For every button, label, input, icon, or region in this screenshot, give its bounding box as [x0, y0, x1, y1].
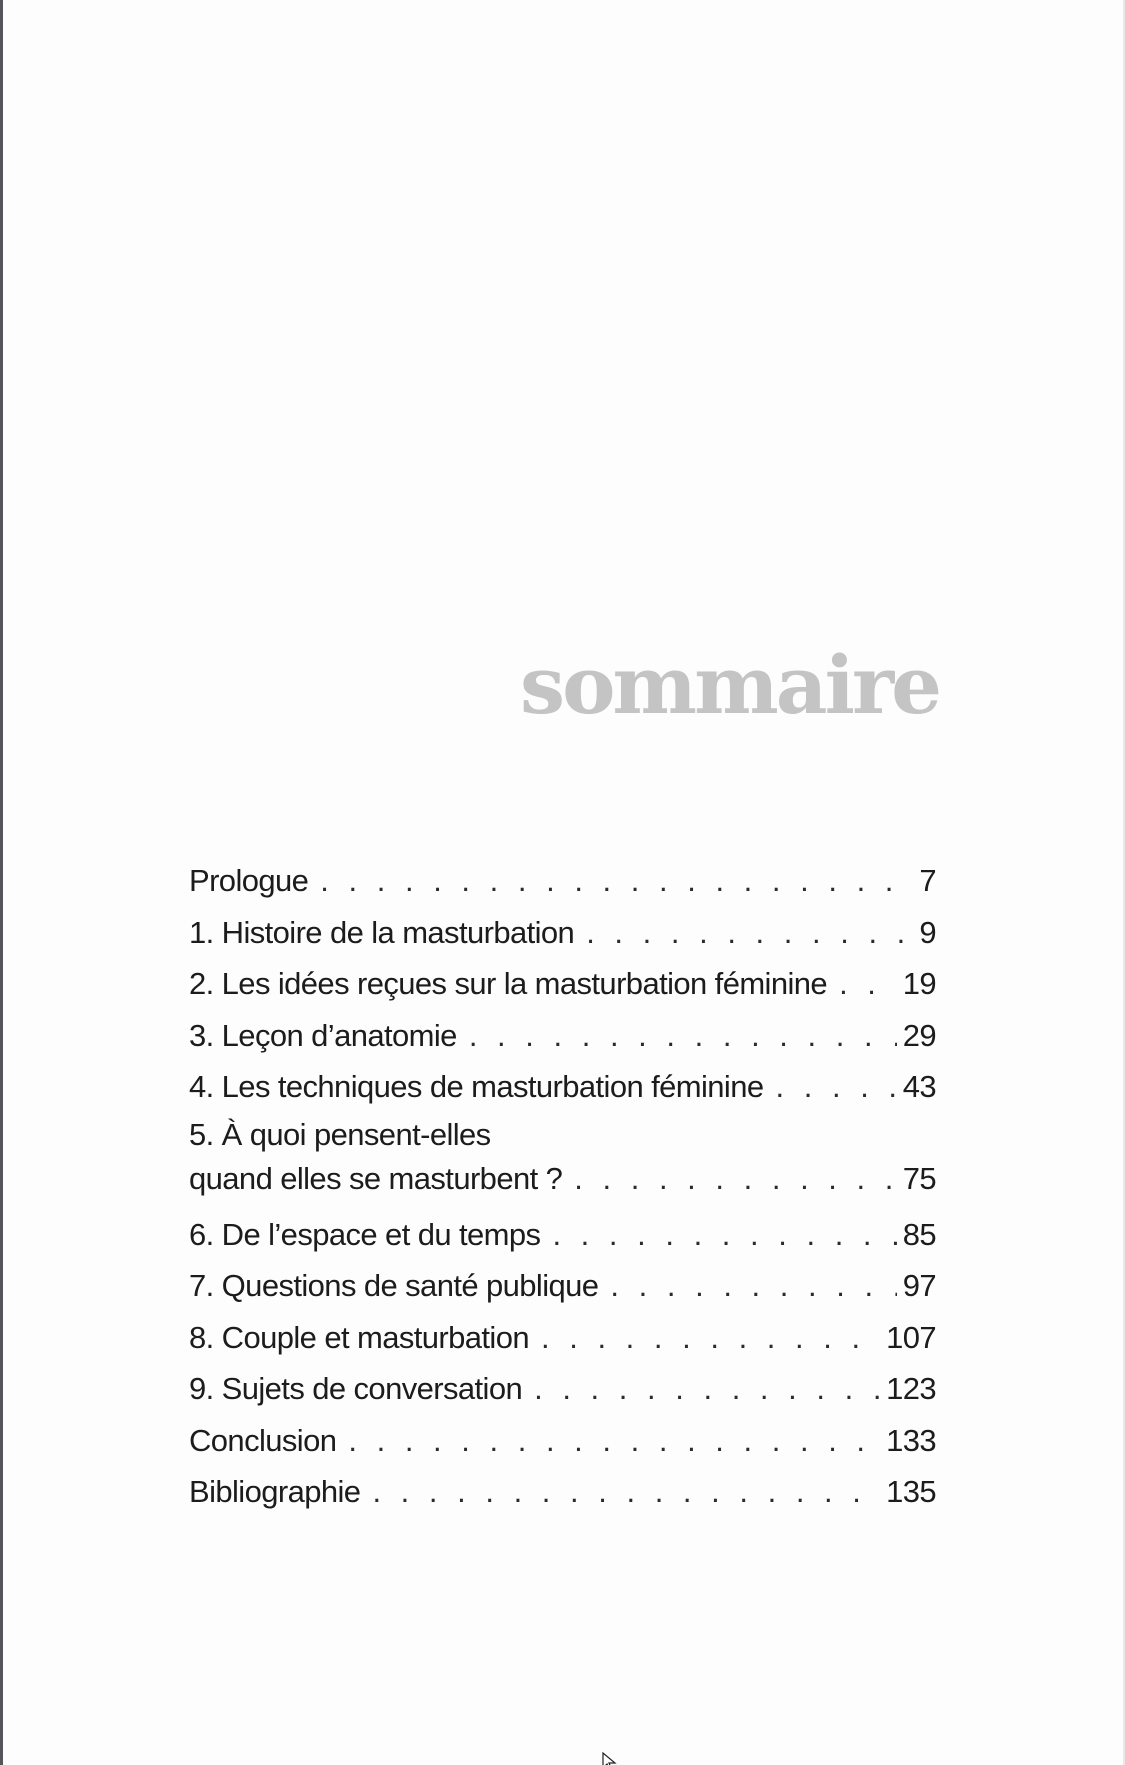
dot-leader	[552, 1209, 896, 1261]
dot-leader	[541, 1312, 880, 1364]
toc-entry-label: 6. De l’espace et du temps	[189, 1216, 541, 1252]
toc-entry-page-number: 85	[902, 1216, 936, 1252]
toc-entry-line-2	[189, 1157, 936, 1201]
toc-entry-label: 4. Les techniques de masturbation féminine	[189, 1069, 764, 1104]
toc-entry-page-number: 135	[886, 1474, 936, 1509]
toc-entry-page-number: 133	[886, 1422, 936, 1458]
dot-leader	[469, 1010, 897, 1062]
toc-entry-label: 1. Histoire de la masturbation	[189, 914, 575, 950]
toc-entry-label: Conclusion	[189, 1422, 337, 1458]
toc-entry-chapter-3[interactable]	[189, 1010, 936, 1062]
toc-entry-page-number: 19	[902, 966, 936, 1001]
toc-entry-label: 3. Leçon d’anatomie	[189, 1017, 457, 1053]
toc-entry-page-number: 97	[902, 1268, 936, 1303]
toc-entry-page-number: 7	[919, 863, 936, 898]
toc-entry-label: 9. Sujets de conversation	[189, 1371, 523, 1406]
toc-entry-page-number: 43	[902, 1069, 936, 1104]
toc-entry-prologue[interactable]	[189, 855, 936, 907]
dot-leader	[586, 907, 913, 959]
toc-entry-chapter-6[interactable]	[189, 1209, 936, 1261]
table-of-contents	[189, 855, 936, 1518]
toc-entry-label: 7. Questions de santé publique	[189, 1268, 599, 1303]
toc-entry-label: Prologue	[189, 863, 309, 898]
toc-entry-chapter-1[interactable]	[189, 907, 936, 959]
toc-entry-page-number: 75	[902, 1160, 936, 1196]
dot-leader	[348, 1415, 880, 1467]
mouse-pointer-icon	[602, 1752, 618, 1765]
toc-entry-chapter-4[interactable]	[189, 1061, 936, 1113]
toc-entry-label: Bibliographie	[189, 1474, 361, 1509]
toc-entry-label-line-1: 5. À quoi pensent-elles	[189, 1116, 491, 1152]
page-left-edge	[0, 0, 3, 1765]
toc-entry-page-number: 29	[902, 1017, 936, 1053]
dot-leader	[839, 958, 897, 1010]
toc-entry-label: 8. Couple et masturbation	[189, 1319, 529, 1355]
dot-leader	[776, 1061, 897, 1113]
toc-entry-label: 2. Les idées reçues sur la masturbation féminine	[189, 966, 828, 1001]
toc-entry-page-number: 9	[919, 914, 936, 950]
toc-entry-page-number: 123	[886, 1371, 936, 1406]
toc-entry-bibliographie[interactable]	[189, 1466, 936, 1518]
dot-leader	[574, 1157, 896, 1201]
toc-entry-page-number: 107	[886, 1319, 936, 1355]
toc-entry-chapter-9[interactable]	[189, 1363, 936, 1415]
dot-leader	[372, 1466, 880, 1518]
toc-entry-chapter-7[interactable]	[189, 1260, 936, 1312]
page-title: sommaire	[520, 638, 939, 732]
toc-entry-label-line-2: quand elles se masturbent ?	[189, 1160, 563, 1196]
toc-entry-chapter-8[interactable]	[189, 1312, 936, 1364]
toc-entry-chapter-2[interactable]	[189, 958, 936, 1010]
dot-leader	[610, 1260, 896, 1312]
dot-leader	[320, 855, 913, 907]
dot-leader	[534, 1363, 880, 1415]
toc-entry-conclusion[interactable]	[189, 1415, 936, 1467]
toc-entry-chapter-5[interactable]	[189, 1113, 936, 1209]
